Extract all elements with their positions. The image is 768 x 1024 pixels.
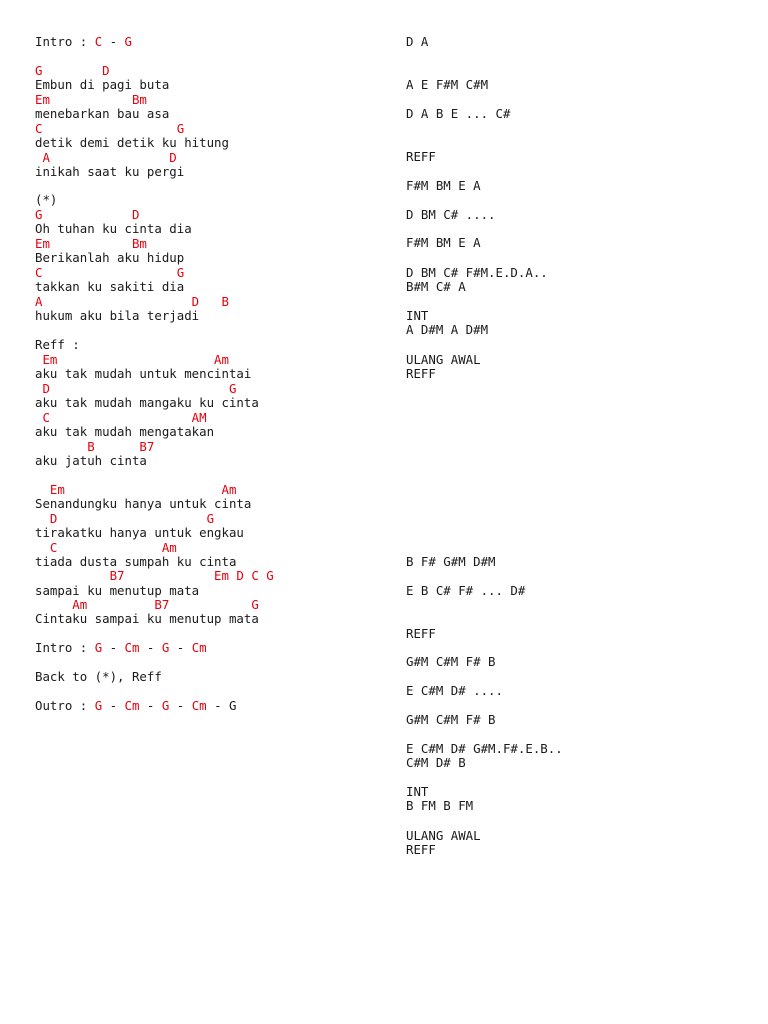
outro-line	[35, 699, 236, 713]
chord: Cm	[191, 640, 207, 655]
right-note-line: ULANG AWAL	[406, 828, 481, 843]
lyric-line: Embun di pagi buta	[35, 77, 170, 92]
chord-separator: -	[139, 640, 162, 655]
chord-line: A D B	[35, 294, 229, 309]
lyric-line: Senandungku hanya untuk cinta	[35, 496, 252, 511]
chord-line: B B7	[35, 439, 155, 454]
lyric-line: detik demi detik ku hitung	[35, 135, 229, 150]
right-note-line: F#M BM E A	[406, 178, 481, 193]
chord-separator: -	[102, 698, 125, 713]
lyric-line: tiada dusta sumpah ku cinta	[35, 554, 237, 569]
right-note-line: INT	[406, 308, 429, 323]
chord-separator: -	[102, 34, 125, 49]
right-note-line: REFF	[406, 366, 436, 381]
chord: Cm	[191, 698, 207, 713]
chord-line: C Am	[35, 540, 177, 555]
reff-label: Reff :	[35, 337, 80, 352]
lyric-line: aku jatuh cinta	[35, 453, 147, 468]
intro-line	[35, 35, 132, 49]
chord-line: Em Bm	[35, 92, 147, 107]
back-to-line: Back to (*), Reff	[35, 669, 162, 684]
chord-line: Em Am	[35, 352, 229, 367]
chord-separator: -	[102, 640, 125, 655]
chord-line: Em Bm	[35, 236, 147, 251]
chord-separator: -	[139, 698, 162, 713]
lyric-line: hukum aku bila terjadi	[35, 308, 200, 323]
right-note-line: G#M C#M F# B	[406, 712, 496, 727]
chord-line: B7 Em D C G	[35, 568, 274, 583]
lyric-line: aku tak mudah untuk mencintai	[35, 366, 252, 381]
chord: C	[94, 34, 103, 49]
right-note-line: ULANG AWAL	[406, 352, 481, 367]
right-note-line: D BM C# ....	[406, 207, 496, 222]
right-note-line: REFF	[406, 149, 436, 164]
chord-line: D G	[35, 381, 237, 396]
right-note-line: E B C# F# ... D#	[406, 583, 526, 598]
right-note-line: D BM C# F#M.E.D.A..	[406, 265, 548, 280]
right-note-line: REFF	[406, 842, 436, 857]
lyric-line: aku tak mudah mangaku ku cinta	[35, 395, 259, 410]
right-note-line: E C#M D# G#M.F#.E.B..	[406, 741, 563, 756]
lyric-line: Berikanlah aku hidup	[35, 250, 185, 265]
right-note-line: B#M C# A	[406, 279, 466, 294]
chord-line: Am B7 G	[35, 597, 259, 612]
right-note-line: E C#M D# ....	[406, 683, 503, 698]
right-note-line: D A B E ... C#	[406, 106, 511, 121]
lyric-line: tirakatku hanya untuk engkau	[35, 525, 244, 540]
right-note-line: B F# G#M D#M	[406, 554, 496, 569]
chord: G	[94, 640, 103, 655]
lyric-line: sampai ku menutup mata	[35, 583, 200, 598]
chord-line: G D	[35, 207, 140, 222]
chord-line: D G	[35, 511, 215, 526]
intro-label: Intro :	[35, 34, 95, 49]
chord-line: C G	[35, 265, 185, 280]
lyric-line: takkan ku sakiti dia	[35, 279, 185, 294]
chord: Cm	[124, 640, 140, 655]
chord-line: C AM	[35, 410, 207, 425]
lyric-line: Cintaku sampai ku menutup mata	[35, 611, 259, 626]
chord: G	[161, 698, 170, 713]
lyric-line: inikah saat ku pergi	[35, 164, 185, 179]
lyric-line: aku tak mudah mengatakan	[35, 424, 215, 439]
lyric-line: Oh tuhan ku cinta dia	[35, 221, 192, 236]
chord: G	[94, 698, 103, 713]
chord: G	[161, 640, 170, 655]
right-note-line: INT	[406, 784, 429, 799]
right-note-line: D A	[406, 34, 429, 49]
right-note-line: A D#M A D#M	[406, 322, 489, 337]
outro-label: Outro :	[35, 698, 95, 713]
star-marker: (*)	[35, 192, 58, 207]
intro-label: Intro :	[35, 640, 95, 655]
chord-line: G D	[35, 63, 110, 78]
chord-separator: -	[169, 698, 192, 713]
right-note-line: F#M BM E A	[406, 235, 481, 250]
chord: Cm	[124, 698, 140, 713]
right-note-line: REFF	[406, 626, 436, 641]
chord-line: C G	[35, 121, 185, 136]
chord-line: A D	[35, 150, 177, 165]
outro-end: - G	[206, 698, 237, 713]
chord: G	[124, 34, 133, 49]
chord-line: Em Am	[35, 482, 237, 497]
lyric-line: menebarkan bau asa	[35, 106, 170, 121]
intro-line	[35, 641, 207, 655]
right-note-line: B FM B FM	[406, 798, 474, 813]
right-note-line: G#M C#M F# B	[406, 654, 496, 669]
right-note-line: A E F#M C#M	[406, 77, 489, 92]
right-note-line: C#M D# B	[406, 755, 466, 770]
chord-separator: -	[169, 640, 192, 655]
